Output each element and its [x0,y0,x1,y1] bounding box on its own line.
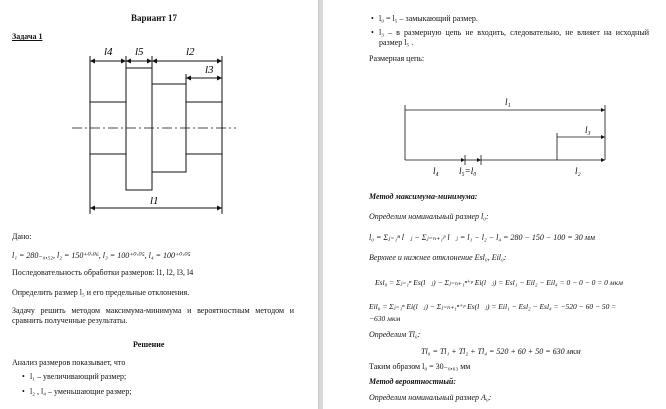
es-formula: Esl₀ = Σⱼ₌₁ⁿ Es(l⃗ⱼ) − Σⱼ₌ₙ₊₁ⁿ⁺ᵖ Ei(l⃖ⱼ) = Esl₁ − Eil₂ − Eil₄ = 0 − 0 − 0 = 0 мкм [375,278,623,287]
chain-label-l4: l₄ [433,166,439,176]
dim-label-l3: l3 [205,64,214,76]
chain-title: Размерная цепь: [369,54,425,63]
tolerance-label: Определим Tl₀: [369,330,421,339]
analysis-text: Анализ размеров показывает, что [12,358,126,367]
right-page [323,0,666,409]
nominal-label: Определим номинальный размер l₀: [369,212,489,221]
left-page [0,0,319,409]
processing-sequence: Последовательность обработки размеров: l1, l2, l3, l4 [12,268,194,277]
task-heading: Задача 1 [12,32,43,41]
dim-label-l2: l2 [186,46,195,58]
task-text: Задачу решить методом максимума-минимума и вероятностным методом и сравнить полученные результаты. [12,306,294,325]
bullet-closing: • l₀ = l₅ – замыкающий размер. [379,14,478,24]
deviation-label: Верхнее и нижнее отклонение Esl₀, Eil₀: [369,253,507,262]
bullet-not-included: • l₃ – в размерную цепь не входить, следовательно, не влияет на исходный размер l₅ . [379,28,649,48]
ei-formula: Eil₀ = Σⱼ₌₁ⁿ Ei(l⃗ⱼ) − Σⱼ₌ₙ₊₁ⁿ⁺ᵖ Es(l⃖ⱼ) = Eil₁ − Esl₂ − Esl₄ = −520 − 60 − 50 = [369,302,617,311]
chain-label-l1: l₁ [505,97,511,107]
bullet-increasing: • l₁ – увеличивающий размер; [30,372,126,382]
method1-title: Метод максимума-минимума: [369,192,478,201]
shaft-drawing [0,0,318,220]
solution-title: Решение [133,340,165,349]
nominal-formula: l₀ = Σⱼ₌₁ⁿ l⃗ⱼ − Σⱼ₌ₙ₊₁ᵖ l⃖ⱼ = l₁ − l₂ − l₄ = 280 − 150 − 100 = 30 мм [369,233,595,242]
nominal2-label: Определим номинальный размер A₀: [369,393,492,402]
given-formula: l₁ = 280₋₀,₅₂, l₂ = 150⁺⁰·⁰⁶, l₃ = 100⁺⁰·⁰⁵, l₄ = 100⁺⁰·⁰⁵ [12,251,191,260]
method2-title: Метод вероятностный: [369,377,457,386]
dimension-chain [323,75,666,195]
dim-label-l4: l4 [104,46,113,58]
chain-label-l3: l₃ [585,125,591,135]
dim-label-l1: l1 [150,195,159,207]
bullet-decreasing: • l₂ , l₄ – уменьшающие размер; [30,387,132,397]
given-label: Дано: [12,232,32,241]
determine-text: Определить размер l₅ и его предельные отклонения. [12,288,190,297]
ei-result: −630 мкм [369,314,401,323]
chain-label-l5: l₅=l₀ [459,166,477,176]
chain-label-l2: l₂ [575,166,581,176]
result-text: Таким образом l₀ = 30₋₀,₆₃ мм [369,362,471,371]
variant-heading: Вариант 17 [131,13,178,23]
tolerance-formula: Tl₀ = Tl₁ + Tl₂ + Tl₄ = 520 + 60 + 50 = 630 мкм [421,347,581,356]
dim-label-l5: l5 [135,46,144,58]
